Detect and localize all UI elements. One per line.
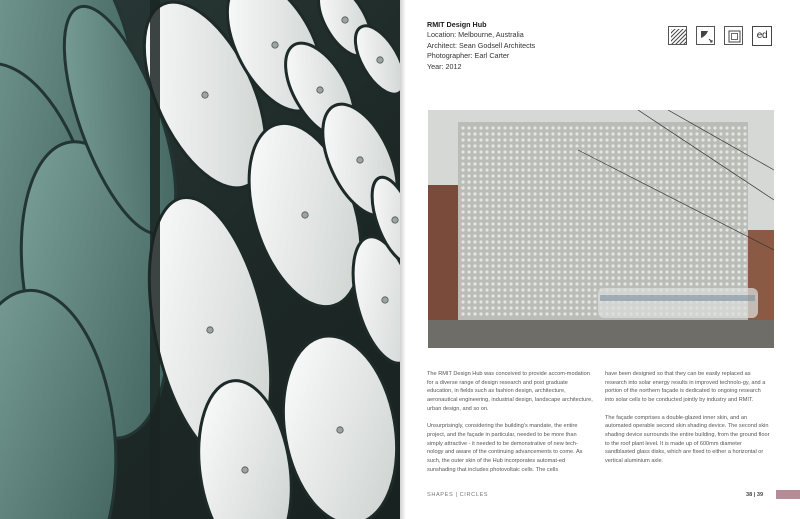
project-year: Year: 2012	[427, 61, 462, 71]
disk-axle-bolt	[382, 297, 388, 303]
body-paragraph: Unsurprisingly, considering the building's mandate, the entire project, and the façade in particular, needed to be more than simply attractive - it needed to be demonstrative of new tech-nology and aware of the continuing advancements to come. As such, the outer skin of the Hub incorporates automat-ed sunshading that includes photovoltaic cells. The cells	[427, 423, 583, 473]
page-numbers: 38 | 39	[746, 492, 764, 498]
nested-square-icon	[724, 26, 743, 45]
body-column-2	[605, 370, 771, 474]
hatch-pattern-icon	[668, 26, 687, 45]
disk-axle-bolt	[337, 427, 343, 433]
disk-axle-bolt	[342, 17, 348, 23]
disk-axle-bolt	[317, 87, 323, 93]
disk-axle-bolt	[377, 57, 383, 63]
body-paragraph: have been designed so that they can be easily replaced as research into solar energy results in improved technolo-gy, and a portion of the northern façade is dedicated to ongoing research into solar cells to be conducted jointly by industry and RMIT.	[605, 371, 766, 404]
project-architect: Architect: Sean Godsell Architects	[427, 40, 536, 50]
building-photo	[428, 110, 774, 348]
project-title: RMIT Design Hub	[427, 20, 487, 29]
street	[428, 320, 774, 348]
disk-axle-bolt	[302, 212, 308, 218]
leaf-corner-icon	[696, 26, 715, 45]
neighbour-building	[428, 185, 458, 320]
disk-axle-bolt	[207, 327, 213, 333]
project-photographer: Photographer: Earl Carter	[427, 51, 510, 61]
disk-axle-bolt	[242, 467, 248, 473]
disk-axle-bolt	[202, 92, 208, 98]
disk-axle-bolt	[357, 157, 363, 163]
building-graphic	[428, 110, 774, 348]
aluminium-strut	[150, 0, 160, 519]
accent-tab	[776, 490, 800, 499]
project-info	[427, 20, 657, 72]
disk-axle-bolt	[272, 42, 278, 48]
project-location: Location: Melbourne, Australia	[427, 30, 524, 40]
page-gutter	[400, 0, 406, 519]
tram-windows	[600, 295, 755, 301]
disk-axle-bolt	[392, 217, 398, 223]
moving-tram	[598, 288, 758, 318]
ed-logo-icon: ed	[752, 26, 772, 46]
body-paragraph: The RMIT Design Hub was conceived to provide accom-modation for a diverse range of design research and post graduate education, in fields such as fashion design, architecture, aeronautical engineering, industrial design, landscape architecture, urban design, and so on.	[427, 371, 593, 412]
body-paragraph: The façade comprises a double-glazed inner skin, and an automated operable second skin shading device. The second skin shading device surrounds the entire building, from the ground floor to the roof plant level. It is made up of 600mm diameter sandblasted glass disks, which are fixed to either a horizontal or vertical aluminium axle.	[605, 414, 770, 465]
section-label: SHAPES | CIRCLES	[427, 492, 489, 498]
body-column-1	[427, 370, 593, 483]
